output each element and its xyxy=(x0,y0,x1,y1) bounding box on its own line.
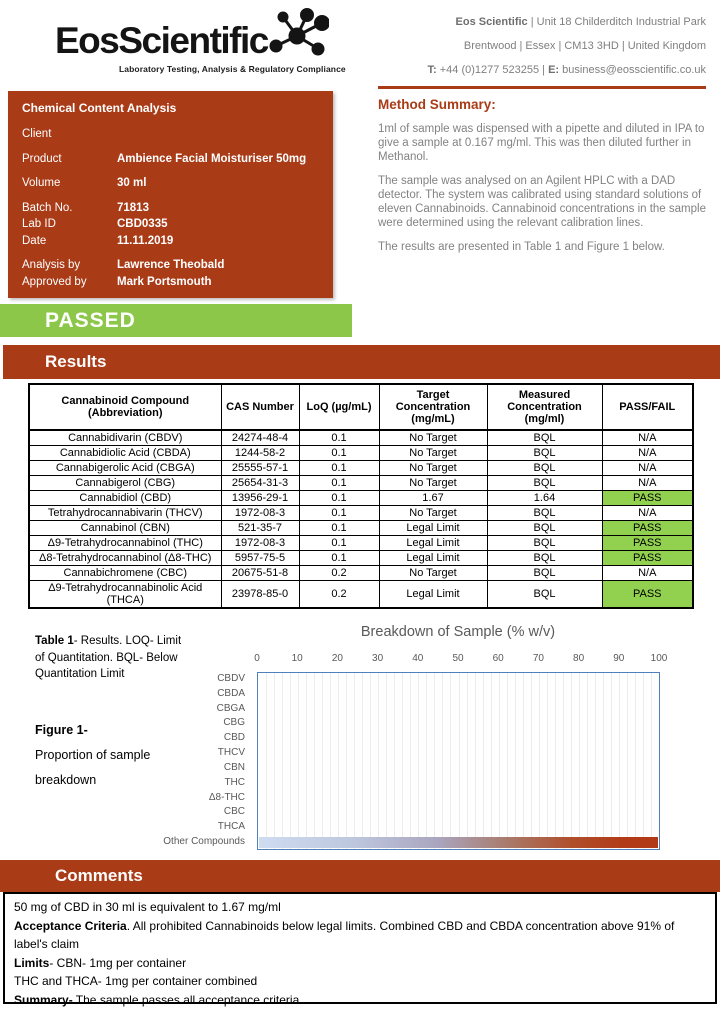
field-label: Client xyxy=(22,128,52,140)
field-value: 30 ml xyxy=(117,177,147,189)
chart-title: Breakdown of Sample (% w/v) xyxy=(360,624,556,640)
breakdown-chart xyxy=(160,624,708,859)
gridline xyxy=(306,673,307,849)
gridline xyxy=(266,673,267,849)
table-row xyxy=(29,446,693,461)
contact-line xyxy=(346,58,706,82)
category-label: CBN xyxy=(223,761,245,773)
sample-info-row xyxy=(22,126,319,143)
category-label: CBGA xyxy=(216,702,245,714)
gridline xyxy=(378,673,379,849)
field-value: Ambience Facial Moisturiser 50mg xyxy=(117,152,307,165)
company-logo xyxy=(15,6,346,84)
gridline xyxy=(627,673,628,849)
method-paragraph: The results are presented in Table 1 and Figure 1 below. xyxy=(378,241,665,253)
table-cell: No Target xyxy=(379,506,487,521)
sample-info-group xyxy=(22,200,319,250)
field-label: Product xyxy=(22,152,62,165)
results-section-title: Results xyxy=(3,345,720,379)
table-row xyxy=(29,491,693,506)
table-cell: No Target xyxy=(379,476,487,491)
contact-block xyxy=(346,10,706,82)
sample-info-group xyxy=(22,257,319,290)
category-label: CBDA xyxy=(217,687,245,699)
table-cell: Δ9-Tetrahydrocannabinolic Acid (THCA) xyxy=(29,581,221,609)
table-cell: BQL xyxy=(487,581,602,609)
gridline xyxy=(402,673,403,849)
pass-fail-cell: N/A xyxy=(602,461,693,476)
gridline xyxy=(499,673,500,849)
gridline xyxy=(434,673,435,849)
status-banner: PASSED xyxy=(0,304,352,337)
comment-line xyxy=(14,991,706,1010)
table-cell: 0.1 xyxy=(299,430,379,446)
table-cell: 24274-48-4 xyxy=(221,430,299,446)
gridline xyxy=(418,673,419,849)
method-paragraph: 1ml of sample was dispensed with a pipette and diluted in IPA to give a sample at 0.167 mg/ml. This was then diluted further in Methanol. xyxy=(378,123,705,163)
field-label: Date xyxy=(22,234,47,247)
category-label: THCA xyxy=(217,821,245,833)
table-cell: BQL xyxy=(487,551,602,566)
table-cell: Cannabinol (CBN) xyxy=(29,521,221,536)
molecule-icon xyxy=(267,8,329,65)
axis-tick-label: 100 xyxy=(650,653,668,664)
pass-fail-cell: PASS xyxy=(602,536,693,551)
table-row xyxy=(29,506,693,521)
sample-info-row xyxy=(22,216,319,233)
table-cell: No Target xyxy=(379,566,487,581)
table-cell: 0.2 xyxy=(299,566,379,581)
comment-line xyxy=(14,954,706,973)
sample-info-row xyxy=(22,274,319,291)
table-cell: Cannabidiol (CBD) xyxy=(29,491,221,506)
table-row xyxy=(29,581,693,609)
table-cell: 1972-08-3 xyxy=(221,536,299,551)
comment-line xyxy=(14,917,706,954)
category-label: Δ8-THC xyxy=(208,791,245,803)
gridline xyxy=(643,673,644,849)
table-cell: BQL xyxy=(487,461,602,476)
axis-tick-label: 70 xyxy=(532,653,544,664)
gridline xyxy=(523,673,524,849)
other-compounds-bar xyxy=(259,837,658,848)
gridline xyxy=(603,673,604,849)
table-1-note-lead: Table 1 xyxy=(35,635,74,647)
contact-line xyxy=(346,10,706,34)
comment-line xyxy=(14,898,706,917)
table-1-note-text: - Results. LOQ- Limit of Quantitation. BQL- Below Quantitation Limit xyxy=(35,635,182,680)
logo-tagline: Laboratory Testing, Analysis & Regulatory Compliance xyxy=(119,64,346,74)
table-cell: 25555-57-1 xyxy=(221,461,299,476)
chart-plot-area xyxy=(257,672,660,850)
axis-tick-label: 60 xyxy=(492,653,504,664)
table-row xyxy=(29,521,693,536)
field-value: Mark Portsmouth xyxy=(117,275,212,288)
table-cell: Δ8-Tetrahydrocannabinol (Δ8-THC) xyxy=(29,551,221,566)
gridline xyxy=(531,673,532,849)
table-cell: 13956-29-1 xyxy=(221,491,299,506)
comment-line xyxy=(14,972,706,991)
table-cell: BQL xyxy=(487,536,602,551)
gridline xyxy=(298,673,299,849)
gridline xyxy=(354,673,355,849)
gridline xyxy=(274,673,275,849)
figure-1-note-lead: Figure 1- xyxy=(35,723,88,737)
gridline xyxy=(491,673,492,849)
table-cell: 5957-75-5 xyxy=(221,551,299,566)
gridline xyxy=(555,673,556,849)
comments-section-title: Comments xyxy=(0,860,720,892)
table-cell: BQL xyxy=(487,521,602,536)
text: - CBN- 1mg per container xyxy=(49,955,187,970)
method-summary-text xyxy=(378,122,710,254)
axis-tick-label: 0 xyxy=(254,653,260,664)
axis-tick-label: 50 xyxy=(452,653,464,664)
table-row xyxy=(29,566,693,581)
table-cell: 1244-58-2 xyxy=(221,446,299,461)
comments-box xyxy=(3,892,717,1007)
gridline xyxy=(282,673,283,849)
text: THC and THCA- 1mg per container combined xyxy=(14,974,258,988)
method-summary xyxy=(378,97,710,264)
gridline xyxy=(346,673,347,849)
table-cell: BQL xyxy=(487,446,602,461)
text: 50 mg of CBD in 30 ml is equivalent to 1.67 mg/ml xyxy=(14,900,281,914)
category-label: CBDV xyxy=(217,673,245,684)
sample-info-row xyxy=(22,175,319,192)
table-cell: Cannabidivarin (CBDV) xyxy=(29,430,221,446)
sample-info-group xyxy=(22,175,319,192)
table-cell: 0.2 xyxy=(299,581,379,609)
text: . All prohibited Cannabinoids below legal limits. Combined CBD and CBDA concentration above 91% of label's claim xyxy=(14,918,675,951)
gridline xyxy=(442,673,443,849)
table-cell: Cannabigerol (CBG) xyxy=(29,476,221,491)
gridline xyxy=(515,673,516,849)
gridline xyxy=(467,673,468,849)
field-value: Lawrence Theobald xyxy=(117,259,225,271)
column-header: Target Concentration (mg/mL) xyxy=(379,384,487,430)
sample-info-group xyxy=(22,151,319,168)
contact-line xyxy=(346,34,706,58)
chart-category-axis xyxy=(160,672,251,850)
field-value: CBD0335 xyxy=(117,218,168,230)
gridline xyxy=(459,673,460,849)
category-label: THCV xyxy=(217,747,245,759)
logo-wordmark: EosScientific xyxy=(55,20,268,61)
results-table xyxy=(28,383,694,609)
sample-info-row xyxy=(22,257,319,274)
bold-text: Limits xyxy=(14,955,50,970)
column-header: PASS/FAIL xyxy=(602,384,693,430)
gridline xyxy=(587,673,588,849)
pass-fail-cell: PASS xyxy=(602,551,693,566)
table-cell: 0.1 xyxy=(299,536,379,551)
bold-text: T: xyxy=(427,64,437,76)
figure-1-note-text: Proportion of sample breakdown xyxy=(35,748,151,787)
table-cell: Tetrahydrocannabivarin (THCV) xyxy=(29,506,221,521)
field-label: Approved by xyxy=(22,275,87,288)
gridline xyxy=(563,673,564,849)
table-cell: 20675-51-8 xyxy=(221,566,299,581)
table-cell: Legal Limit xyxy=(379,536,487,551)
field-value: 71813 xyxy=(117,201,149,214)
table-row xyxy=(29,430,693,446)
category-label: THC xyxy=(224,776,245,788)
table-cell: 1.64 xyxy=(487,491,602,506)
table-cell: 1972-08-3 xyxy=(221,506,299,521)
text: +44 (0)1277 523255 | xyxy=(436,64,549,76)
gridline xyxy=(547,673,548,849)
gridline xyxy=(338,673,339,849)
table-cell: Legal Limit xyxy=(379,551,487,566)
sample-info-rows xyxy=(22,126,319,290)
text: | Unit 18 Childerditch Industrial Park xyxy=(527,16,706,28)
gridline xyxy=(290,673,291,849)
field-value: 11.11.2019 xyxy=(117,234,174,247)
gridline xyxy=(386,673,387,849)
table-cell: No Target xyxy=(379,446,487,461)
table-row xyxy=(29,476,693,491)
table-row xyxy=(29,536,693,551)
pass-fail-cell: N/A xyxy=(602,430,693,446)
table-cell: 23978-85-0 xyxy=(221,581,299,609)
field-label: Volume xyxy=(22,177,61,189)
table-cell: Cannabigerolic Acid (CBGA) xyxy=(29,461,221,476)
bold-text: Eos Scientific xyxy=(455,16,528,28)
bold-text: E: xyxy=(548,64,560,76)
table-cell: Cannabichromene (CBC) xyxy=(29,566,221,581)
gridline xyxy=(571,673,572,849)
table-cell: 0.1 xyxy=(299,506,379,521)
axis-tick-label: 20 xyxy=(331,653,343,664)
axis-tick-label: 30 xyxy=(372,653,384,664)
gridline xyxy=(362,673,363,849)
gridline xyxy=(410,673,411,849)
column-header: Cannabinoid Compound (Abbreviation) xyxy=(29,384,221,430)
table-row xyxy=(29,461,693,476)
table-cell: 25654-31-3 xyxy=(221,476,299,491)
column-header: LoQ (µg/mL) xyxy=(299,384,379,430)
results-table-body xyxy=(29,430,693,608)
pass-fail-cell: N/A xyxy=(602,446,693,461)
gridline xyxy=(651,673,652,849)
table-cell: 0.1 xyxy=(299,461,379,476)
gridline xyxy=(619,673,620,849)
method-paragraph: The sample was analysed on an Agilent HPLC with a DAD detector. The system was calibrated using standard solutions of eleven Cannabinoids. Cannabinoid concentrations in the sample were determined using the relevant calibration lines. xyxy=(378,175,706,229)
table-cell: BQL xyxy=(487,566,602,581)
table-cell: 521-35-7 xyxy=(221,521,299,536)
chart-x-axis xyxy=(254,653,668,667)
sample-info-panel xyxy=(8,91,333,298)
table-cell: 0.1 xyxy=(299,521,379,536)
axis-tick-label: 90 xyxy=(613,653,625,664)
table-cell: 0.1 xyxy=(299,446,379,461)
gridline xyxy=(475,673,476,849)
text: The sample passes all acceptance criteria xyxy=(72,992,300,1007)
table-cell: No Target xyxy=(379,461,487,476)
column-header: CAS Number xyxy=(221,384,299,430)
axis-tick-label: 80 xyxy=(573,653,585,664)
category-label: Other Compounds xyxy=(163,836,245,848)
bold-text: Acceptance Criteria xyxy=(14,918,127,933)
table-cell: BQL xyxy=(487,430,602,446)
pass-fail-cell: PASS xyxy=(602,521,693,536)
pass-fail-cell: N/A xyxy=(602,566,693,581)
method-divider xyxy=(378,86,706,89)
gridline xyxy=(507,673,508,849)
field-label: Batch No. xyxy=(22,201,73,214)
field-label: Analysis by xyxy=(22,259,81,271)
table-cell: Legal Limit xyxy=(379,521,487,536)
gridline xyxy=(330,673,331,849)
gridline xyxy=(450,673,451,849)
sample-info-group xyxy=(22,126,319,143)
table-cell: Cannabidiolic Acid (CBDA) xyxy=(29,446,221,461)
axis-tick-label: 40 xyxy=(412,653,424,664)
pass-fail-cell: N/A xyxy=(602,506,693,521)
category-label: CBC xyxy=(223,806,245,818)
axis-tick-label: 10 xyxy=(291,653,303,664)
gridline xyxy=(426,673,427,849)
column-header: Measured Concentration (mg/ml) xyxy=(487,384,602,430)
method-summary-title: Method Summary: xyxy=(378,97,496,112)
table-cell: 1.67 xyxy=(379,491,487,506)
sample-info-title: Chemical Content Analysis xyxy=(22,101,177,115)
table-cell: Legal Limit xyxy=(379,581,487,609)
gridline xyxy=(579,673,580,849)
field-label: Lab ID xyxy=(22,218,56,230)
sample-info-row xyxy=(22,233,319,250)
gridline xyxy=(483,673,484,849)
category-label: CBD xyxy=(223,732,245,744)
table-cell: No Target xyxy=(379,430,487,446)
text: Brentwood | Essex | CM13 3HD | United Kingdom xyxy=(463,40,706,52)
table-row xyxy=(29,551,693,566)
gridline xyxy=(370,673,371,849)
gridline xyxy=(314,673,315,849)
pass-fail-cell: N/A xyxy=(602,476,693,491)
pass-fail-cell: PASS xyxy=(602,581,693,609)
sample-info-row xyxy=(22,151,319,168)
table-cell: Δ9-Tetrahydrocannabinol (THC) xyxy=(29,536,221,551)
gridline xyxy=(322,673,323,849)
gridline xyxy=(611,673,612,849)
pass-fail-cell: PASS xyxy=(602,491,693,506)
results-table-header xyxy=(29,384,693,430)
category-label: CBG xyxy=(223,717,245,729)
gridline xyxy=(539,673,540,849)
table-cell: BQL xyxy=(487,506,602,521)
gridline xyxy=(635,673,636,849)
table-cell: BQL xyxy=(487,476,602,491)
gridline xyxy=(595,673,596,849)
table-cell: 0.1 xyxy=(299,476,379,491)
gridline xyxy=(394,673,395,849)
sample-info-row xyxy=(22,200,319,217)
table-cell: 0.1 xyxy=(299,551,379,566)
table-cell: 0.1 xyxy=(299,491,379,506)
text: business@eosscientific.co.uk xyxy=(559,64,706,76)
bold-text: Summary- xyxy=(14,992,73,1007)
